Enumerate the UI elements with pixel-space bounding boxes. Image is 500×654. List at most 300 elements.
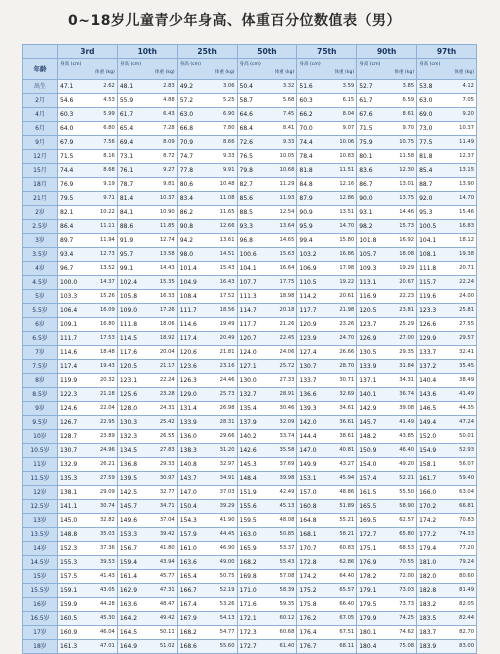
weight-value: 70.55: [399, 559, 415, 565]
height-value: 153.3: [119, 531, 138, 538]
value-cell: [177, 178, 237, 192]
height-value: 111.8: [419, 265, 437, 272]
height-value: 154.3: [179, 517, 197, 524]
value-cell: [177, 556, 237, 570]
table-row: [23, 626, 477, 640]
height-value: 138.1: [60, 489, 78, 496]
height-value: 172.8: [299, 559, 317, 566]
weight-value: 29.57: [459, 335, 474, 341]
weight-value: 77.20: [459, 545, 474, 551]
height-value: 183.7: [419, 629, 437, 636]
weight-value: 61.40: [279, 643, 295, 649]
weight-value: 7.56: [103, 139, 115, 145]
value-cell: [117, 304, 177, 318]
weight-value: 17.53: [99, 335, 115, 341]
height-value: 61.7: [359, 97, 373, 104]
percentile-header-row: [23, 45, 477, 59]
value-cell: [357, 150, 417, 164]
height-value: 92.0: [419, 195, 433, 202]
weight-value: 39.53: [99, 559, 115, 565]
height-value: 171.6: [239, 601, 257, 608]
value-cell: [237, 80, 297, 94]
weight-value: 45.13: [279, 503, 295, 509]
height-value: 100.6: [239, 251, 257, 258]
table-row: [23, 290, 477, 304]
weight-value: 15.26: [99, 293, 115, 299]
height-value: 142.6: [239, 447, 257, 454]
value-cell: [117, 556, 177, 570]
table-row: [23, 598, 477, 612]
height-value: 133.9: [179, 419, 197, 426]
weight-value: 49.20: [399, 461, 415, 467]
height-value: 106.9: [299, 265, 317, 272]
weight-value: 60.68: [279, 629, 295, 635]
weight-value: 43.27: [339, 461, 355, 467]
weight-value: 81.49: [459, 587, 474, 593]
value-cell: [417, 430, 477, 444]
value-cell: [297, 360, 357, 374]
table-row: [23, 542, 477, 556]
value-cell: [58, 542, 118, 556]
weight-value: 15.80: [339, 237, 355, 243]
value-cell: [237, 346, 297, 360]
value-cell: [177, 122, 237, 136]
value-cell: [117, 458, 177, 472]
weight-value: 10.90: [159, 209, 175, 215]
height-value: 183.9: [419, 643, 437, 650]
height-value: 55.9: [119, 97, 134, 104]
weight-value: 65.80: [399, 531, 415, 537]
growth-percentile-table: [22, 44, 477, 654]
value-cell: [117, 612, 177, 626]
value-cell: [357, 80, 417, 94]
weight-value: 40.81: [339, 447, 355, 453]
value-cell: [237, 584, 297, 598]
height-value: 165.9: [239, 545, 257, 552]
value-cell: [58, 640, 118, 654]
weight-value: 39.29: [219, 503, 235, 509]
age-cell: 17岁: [23, 626, 58, 640]
value-cell: [117, 178, 177, 192]
weight-value: 46.90: [219, 545, 235, 551]
weight-value: 41.90: [219, 517, 235, 523]
value-cell: [417, 528, 477, 542]
age-cell: 9月: [23, 136, 58, 150]
value-cell: [117, 514, 177, 528]
height-value: 114.6: [60, 349, 78, 356]
height-value: 90.9: [299, 209, 313, 216]
height-value: 123.6: [179, 363, 197, 370]
weight-value: 52.21: [399, 475, 415, 481]
height-value: 162.9: [119, 587, 138, 594]
value-cell: [177, 360, 237, 374]
weight-value: 12.54: [279, 209, 295, 215]
weight-value: 41.49: [459, 391, 474, 397]
height-value: 100.5: [419, 223, 437, 230]
height-unit-label: 身高 (cm): [179, 62, 201, 67]
height-value: 126.6: [419, 321, 437, 328]
height-value: 93.3: [239, 223, 253, 230]
height-value: 117.4: [60, 363, 78, 370]
weight-value: 48.47: [159, 601, 175, 607]
height-value: 69.4: [119, 139, 134, 146]
value-cell: [237, 304, 297, 318]
height-value: 74.4: [299, 139, 313, 146]
weight-value: 11.29: [279, 181, 295, 187]
weight-value: 18.92: [159, 335, 175, 341]
height-value: 136.0: [179, 433, 197, 440]
height-value: 168.2: [239, 559, 257, 566]
weight-value: 49.42: [159, 615, 175, 621]
value-cell: [357, 164, 417, 178]
height-value: 136.6: [299, 391, 317, 398]
weight-value: 82.44: [459, 615, 474, 621]
height-value: 177.2: [419, 531, 437, 538]
value-cell: [177, 164, 237, 178]
value-cell: [58, 94, 118, 108]
value-cell: [237, 318, 297, 332]
height-value: 172.7: [239, 643, 257, 650]
height-value: 94.2: [179, 237, 194, 244]
height-value: 89.7: [60, 237, 74, 244]
table-row: [23, 276, 477, 290]
height-value: 80.1: [359, 153, 373, 160]
weight-value: 32.09: [279, 419, 295, 425]
weight-value: 54.13: [219, 615, 235, 621]
weight-value: 5.68: [282, 97, 295, 103]
height-value: 163.0: [239, 531, 257, 538]
value-cell: [117, 486, 177, 500]
value-cell: [177, 346, 237, 360]
value-cell: [297, 584, 357, 598]
value-cell: [357, 570, 417, 584]
table-body: [23, 80, 477, 654]
height-value: 154.0: [359, 461, 377, 468]
age-cell: 13.5岁: [23, 528, 58, 542]
weight-value: 7.80: [222, 125, 235, 131]
weight-unit-label: 体重 (kg): [154, 70, 175, 75]
page-title: 0~18岁儿童青少年身高、体重百分位数值表（男）: [68, 13, 401, 29]
value-cell: [297, 178, 357, 192]
table-row: [23, 640, 477, 654]
age-cell: 16.5岁: [23, 612, 58, 626]
weight-value: 11.65: [219, 209, 235, 215]
weight-value: 10.37: [159, 195, 175, 201]
height-value: 167.9: [179, 615, 197, 622]
value-cell: [117, 416, 177, 430]
weight-value: 16.64: [279, 265, 295, 271]
value-cell: [117, 136, 177, 150]
height-value: 111.7: [179, 307, 197, 314]
weight-value: 8.09: [163, 139, 175, 145]
weight-value: 13.90: [459, 181, 474, 187]
weight-value: 46.04: [99, 629, 115, 635]
value-cell: [117, 346, 177, 360]
weight-value: 44.45: [219, 531, 235, 537]
height-value: 137.2: [419, 363, 437, 370]
weight-value: 35.58: [279, 447, 295, 453]
value-cell: [177, 108, 237, 122]
age-cell: 15岁: [23, 570, 58, 584]
value-cell: [297, 598, 357, 612]
height-value: 175.8: [299, 601, 317, 608]
height-value: 164.5: [119, 629, 138, 636]
height-value: 120.5: [359, 307, 377, 314]
height-value: 148.8: [60, 531, 78, 538]
value-cell: [177, 150, 237, 164]
value-cell: [58, 220, 118, 234]
value-cell: [417, 402, 477, 416]
age-cell: 9岁: [23, 402, 58, 416]
unit-header: [177, 59, 237, 80]
value-cell: [237, 458, 297, 472]
height-value: 83.6: [359, 167, 373, 174]
table-row: [23, 402, 477, 416]
height-value: 68.4: [239, 125, 253, 132]
height-value: 49.2: [179, 83, 194, 90]
value-cell: [357, 262, 417, 276]
height-value: 164.8: [299, 517, 317, 524]
height-value: 76.1: [119, 167, 134, 174]
value-cell: [237, 528, 297, 542]
percentile-header: 3rd: [58, 45, 118, 59]
value-cell: [58, 108, 118, 122]
percentile-header: 50th: [237, 45, 297, 59]
value-cell: [297, 388, 357, 402]
weight-value: 62.86: [339, 559, 355, 565]
age-cell: 10.5岁: [23, 444, 58, 458]
value-cell: [357, 500, 417, 514]
weight-value: 22.24: [459, 279, 474, 285]
percentile-header: 97th: [417, 45, 477, 59]
height-value: 84.1: [119, 209, 134, 216]
value-cell: [117, 374, 177, 388]
value-cell: [417, 220, 477, 234]
table-row: [23, 192, 477, 206]
age-cell: 2月: [23, 94, 58, 108]
weight-value: 16.92: [399, 237, 415, 243]
height-value: 76.5: [239, 153, 253, 160]
table-row: [23, 150, 477, 164]
value-cell: [237, 234, 297, 248]
value-cell: [177, 262, 237, 276]
weight-value: 83.00: [459, 643, 474, 649]
value-cell: [177, 612, 237, 626]
weight-value: 45.30: [99, 615, 115, 621]
value-cell: [357, 556, 417, 570]
weight-value: 20.04: [159, 349, 175, 355]
weight-value: 58.39: [279, 587, 295, 593]
height-value: 148.2: [359, 433, 377, 440]
value-cell: [117, 542, 177, 556]
value-cell: [58, 304, 118, 318]
value-cell: [177, 332, 237, 346]
table-row: [23, 346, 477, 360]
value-cell: [237, 150, 297, 164]
value-cell: [177, 94, 237, 108]
height-value: 116.9: [359, 293, 377, 300]
value-cell: [58, 122, 118, 136]
value-cell: [58, 570, 118, 584]
weight-value: 12.37: [459, 153, 474, 159]
height-value: 104.1: [239, 265, 257, 272]
weight-value: 13.52: [99, 265, 115, 271]
weight-value: 26.98: [219, 405, 235, 411]
weight-value: 74.62: [399, 629, 415, 635]
weight-value: 11.51: [339, 167, 355, 173]
weight-value: 73.03: [399, 587, 415, 593]
height-value: 165.5: [359, 503, 377, 510]
height-value: 157.0: [299, 489, 317, 496]
height-value: 80.6: [179, 181, 194, 188]
height-value: 47.1: [60, 83, 74, 90]
height-value: 131.4: [179, 405, 197, 412]
height-value: 101.4: [179, 265, 197, 272]
value-cell: [177, 276, 237, 290]
value-cell: [58, 192, 118, 206]
value-cell: [58, 444, 118, 458]
height-value: 82.1: [60, 209, 74, 216]
weight-value: 15.63: [279, 251, 295, 257]
value-cell: [297, 430, 357, 444]
percentile-header: 75th: [297, 45, 357, 59]
value-cell: [237, 220, 297, 234]
value-cell: [237, 192, 297, 206]
table-row: [23, 122, 477, 136]
height-value: 170.7: [299, 545, 317, 552]
value-cell: [417, 584, 477, 598]
age-cell: 14.5岁: [23, 556, 58, 570]
weight-value: 50.01: [459, 433, 474, 439]
height-value: 126.7: [60, 419, 78, 426]
value-cell: [177, 584, 237, 598]
height-value: 149.4: [419, 419, 437, 426]
value-cell: [58, 500, 118, 514]
height-value: 109.3: [359, 265, 377, 272]
height-value: 157.4: [359, 475, 377, 482]
weight-value: 41.43: [99, 573, 115, 579]
weight-value: 9.71: [103, 195, 115, 201]
weight-value: 11.49: [459, 139, 474, 145]
weight-value: 20.49: [219, 335, 235, 341]
height-unit-label: 身高 (cm): [419, 62, 441, 67]
value-cell: [58, 332, 118, 346]
height-value: 95.7: [119, 251, 134, 258]
weight-value: 26.66: [339, 349, 355, 355]
weight-value: 8.41: [282, 125, 295, 131]
height-value: 86.2: [179, 209, 194, 216]
value-cell: [357, 206, 417, 220]
weight-value: 12.73: [99, 251, 115, 257]
weight-value: 16.09: [99, 307, 115, 313]
value-cell: [417, 108, 477, 122]
age-cell: 18岁: [23, 640, 58, 654]
weight-value: 74.25: [399, 615, 415, 621]
height-value: 137.9: [239, 419, 257, 426]
height-value: 60.3: [60, 111, 74, 118]
height-value: 103.2: [299, 251, 317, 258]
value-cell: [177, 80, 237, 94]
height-value: 157.9: [179, 531, 197, 538]
weight-value: 14.37: [99, 279, 115, 285]
value-cell: [417, 556, 477, 570]
value-cell: [297, 444, 357, 458]
height-value: 168.2: [179, 629, 197, 636]
weight-value: 28.70: [339, 363, 355, 369]
value-cell: [417, 290, 477, 304]
weight-value: 9.91: [222, 167, 235, 173]
value-cell: [58, 290, 118, 304]
weight-value: 72.00: [399, 573, 415, 579]
weight-value: 67.51: [339, 629, 355, 635]
weight-value: 16.33: [159, 293, 175, 299]
value-cell: [297, 402, 357, 416]
table-row: [23, 570, 477, 584]
weight-value: 47.31: [159, 587, 175, 593]
weight-value: 12.74: [159, 237, 175, 243]
age-cell: 3.5岁: [23, 248, 58, 262]
value-cell: [117, 276, 177, 290]
height-value: 106.4: [60, 307, 78, 314]
height-value: 133.9: [359, 363, 377, 370]
weight-value: 25.29: [399, 321, 415, 327]
value-cell: [417, 248, 477, 262]
value-cell: [357, 318, 417, 332]
height-value: 181.0: [419, 559, 437, 566]
weight-value: 32.69: [339, 391, 355, 397]
age-cell: 5岁: [23, 290, 58, 304]
age-cell: 7.5岁: [23, 360, 58, 374]
weight-value: 66.81: [459, 503, 474, 509]
weight-value: 12.30: [399, 167, 415, 173]
weight-value: 21.18: [99, 391, 115, 397]
table-row: [23, 178, 477, 192]
height-value: 160.8: [299, 503, 317, 510]
height-value: 83.4: [179, 195, 194, 202]
weight-value: 7.05: [462, 97, 474, 103]
value-cell: [237, 598, 297, 612]
weight-value: 20.32: [99, 377, 115, 383]
weight-value: 66.40: [339, 601, 355, 607]
weight-value: 7.45: [282, 111, 295, 117]
table-row: [23, 458, 477, 472]
height-value: 140.2: [239, 433, 257, 440]
weight-value: 54.77: [219, 629, 235, 635]
value-cell: [237, 332, 297, 346]
value-cell: [357, 94, 417, 108]
height-value: 159.1: [60, 587, 78, 594]
height-value: 175.1: [359, 545, 377, 552]
value-cell: [297, 500, 357, 514]
value-cell: [58, 178, 118, 192]
weight-value: 10.75: [399, 139, 415, 145]
age-cell: 12岁: [23, 486, 58, 500]
age-cell: 18月: [23, 178, 58, 192]
height-value: 67.9: [60, 139, 74, 146]
height-value: 79.8: [239, 167, 253, 174]
value-cell: [58, 556, 118, 570]
weight-value: 65.57: [339, 587, 355, 593]
weight-value: 13.75: [399, 195, 415, 201]
value-cell: [177, 388, 237, 402]
value-cell: [237, 402, 297, 416]
value-cell: [237, 472, 297, 486]
height-value: 130.3: [119, 419, 138, 426]
value-cell: [237, 500, 297, 514]
weight-value: 27.55: [459, 321, 474, 327]
weight-value: 12.86: [339, 195, 355, 201]
value-cell: [357, 290, 417, 304]
